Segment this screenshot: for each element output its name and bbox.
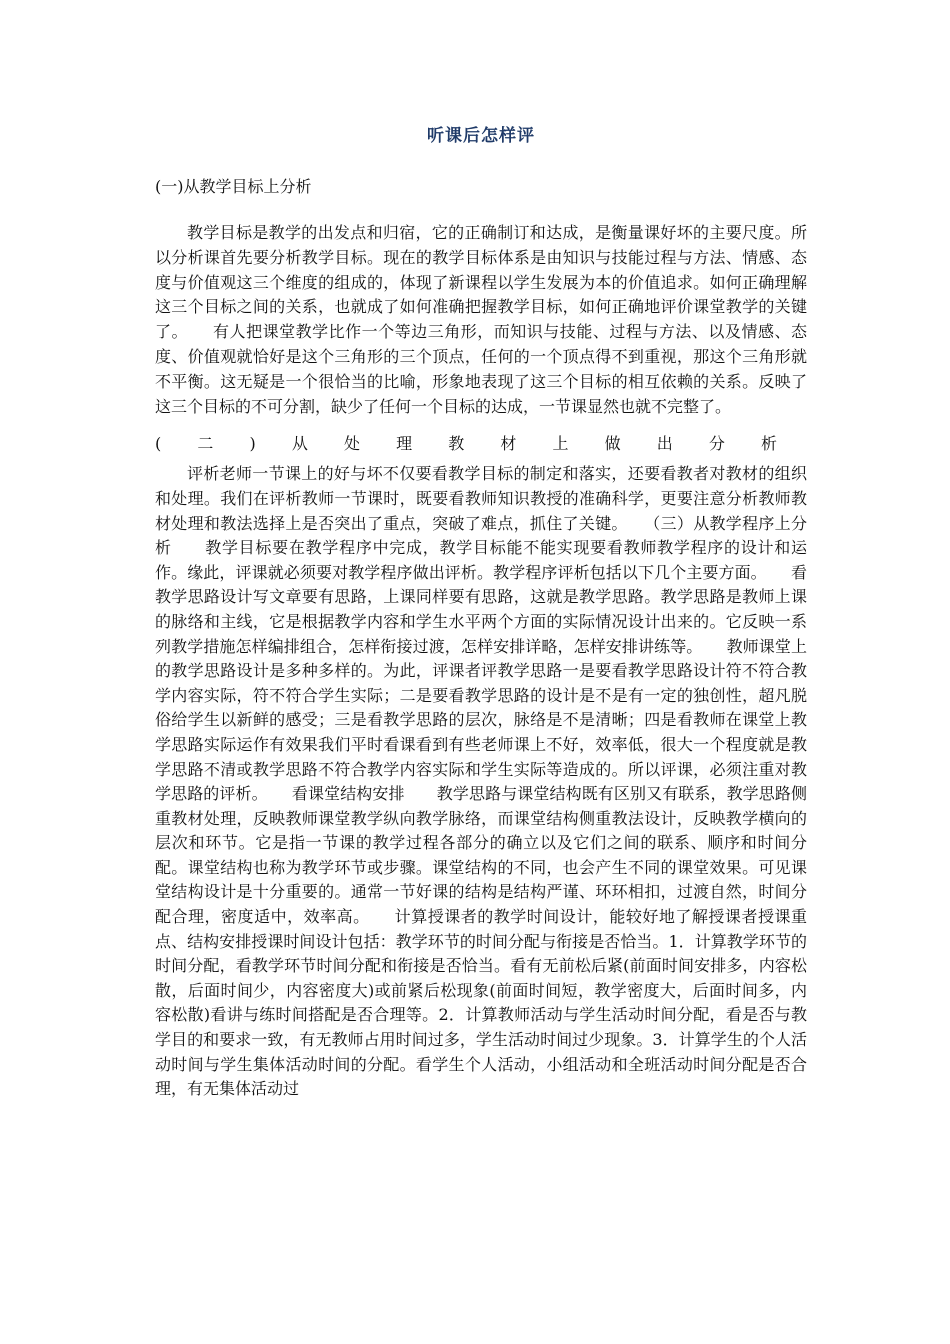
heading-char: 理 [396,434,413,454]
heading-char: 处 [343,434,360,454]
heading-char: 教 [448,434,465,454]
document-page [155,0,807,1102]
heading-char: 上 [552,434,569,454]
section-heading-2 [155,432,807,456]
heading-char: 材 [500,434,517,454]
heading-char: ) [249,434,256,454]
heading-char: 出 [656,434,673,454]
heading-char: ( [155,434,162,454]
paragraph-2: 评析老师一节课上的好与坏不仅要看教学目标的制定和落实，还要看教者对教材的组织和处理。我们在评析教师一节课时，既要看教师知识教授的准确科学，更要注意分析教师教材处理和教法选择上是否突出了重点，突破了难点，抓住了关键。 （三）从教学程序上分析 教学目标要在教学程序中完成，教学目标能不能实现要看教师教学程序的设计和运作。缘此，评课就必须要对教学程序做出评析。教学程序评析包括以下几个主要方面。 看教学思路设计写文章要有思路，上课同样要有思路，这就是教学思路。教学思路是教师上课的脉络和主线，它是根据教学内容和学生水平两个方面的实际情况设计出来的。它反映一系列教学措施怎样编排组合，怎样衔接过渡，怎样安排详略，怎样安排讲练等。 教师课堂上的教学思路设计是多种多样的。为此，评课者评教学思路一是要看教学思路设计符不符合教学内容实际，符不符合学生实际；二是要看教学思路的设计是不是有一定的独创性，超凡脱俗给学生以新鲜的感受；三是看教学思路的层次，脉络是不是清晰；四是看教师在课堂上教学思路实际运作有效果我们平时看课看到有些老师课上不好，效率低，很大一个程度就是教学思路不清或教学思路不符合教学内容实际和学生实际等造成的。所以评课，必须注重对教学思路的评析。 看课堂结构安排 教学思路与课堂结构既有区别又有联系，教学思路侧重教材处理，反映教师课堂教学纵向教学脉络，而课堂结构侧重教法设计，反映教学横向的层次和环节。它是指一节课的教学过程各部分的确立以及它们之间的联系、顺序和时间分配。课堂结构也称为教学环节或步骤。课堂结构的不同，也会产生不同的课堂效果。可见课堂结构设计是十分重要的。通常一节好课的结构是结构严谨、环环相扣，过渡自然，时间分配合理，密度适中，效率高。 计算授课者的教学时间设计，能较好地了解授课者授课重点、结构安排授课时间设计包括：教学环节的时间分配与衔接是否恰当。1．计算教学环节的时间分配，看教学环节时间分配和衔接是否恰当。看有无前松后紧(前面时间安排多，内容松散，后面时间少，内容密度大)或前紧后松现象(前面时间短，教学密度大，后面时间多，内容松散)看讲与练时间搭配是否合理等。2．计算教师活动与学生活动时间分配，看是否与教学目的和要求一致，有无教师占用时间过多，学生活动时间过少现象。3．计算学生的个人活动时间与学生集体活动时间的分配。看学生个人活动，小组活动和全班活动时间分配是否合理，有无集体活动过 [155,464,807,1099]
document-title: 听课后怎样评 [427,126,535,146]
paragraph-1: 教学目标是教学的出发点和归宿，它的正确制订和达成，是衡量课好坏的主要尺度。所以分析课首先要分析教学目标。现在的教学目标体系是由知识与技能过程与方法、情感、态度与价值观这三个维度的组成的，体现了新课程以学生发展为本的价值追求。如何正确理解这三个目标之间的关系，也就成了如何准确把握教学目标，如何正确地评价课堂教学的关键了。 有人把课堂教学比作一个等边三角形，而知识与技能、过程与方法、以及情感、态度、价值观就恰好是这个三角形的三个顶点，任何的一个顶点得不到重视，那这个三角形就不平衡。这无疑是一个很恰当的比喻，形象地表现了这三个目标的相互依赖的关系。反映了这三个目标的不可分割，缺少了任何一个目标的达成，一节课显然也就不完整了。 [155,223,807,416]
heading-char: 二 [197,434,214,454]
heading-char: 析 [760,434,777,454]
heading-char: 做 [604,434,621,454]
section-heading-1: (一)从教学目标上分析 [155,177,312,196]
heading-char: 分 [708,434,725,454]
heading-char: 从 [291,434,308,454]
